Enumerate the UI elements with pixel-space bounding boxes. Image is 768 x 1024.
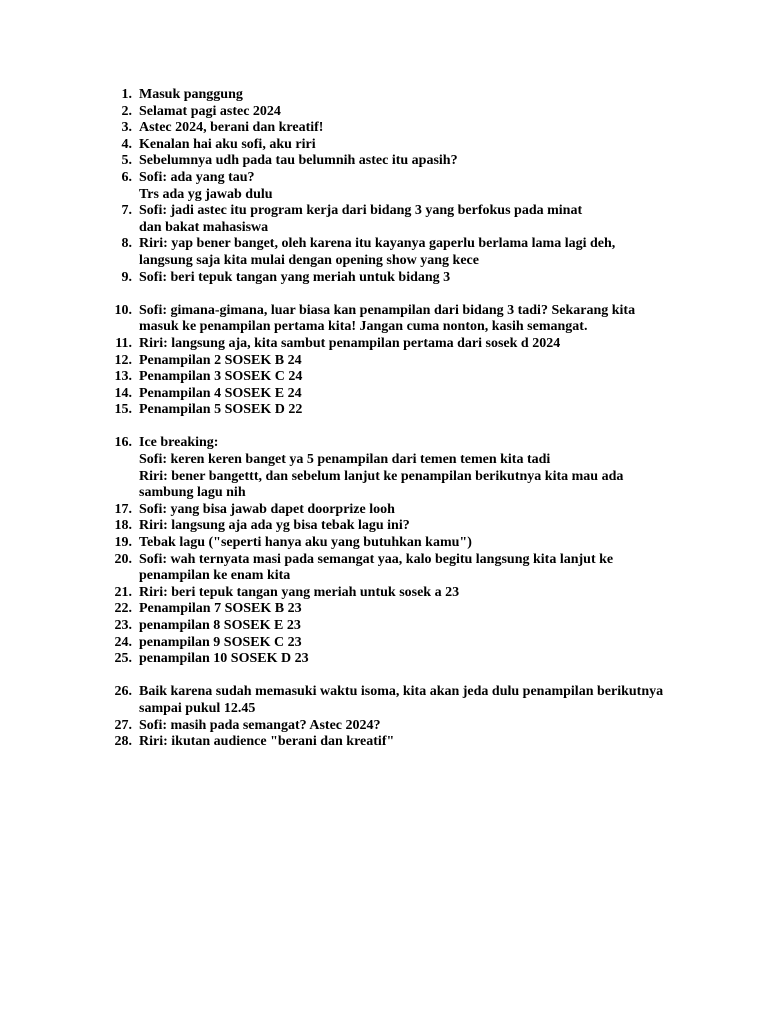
item-number: 27. [114, 717, 132, 733]
item-number: 21. [114, 584, 132, 600]
item-number: 1. [121, 87, 132, 102]
item-text-line: Astec 2024, berani dan kreatif! [139, 120, 324, 136]
item-text-line: dan bakat mahasiswa [139, 219, 269, 235]
section-gap [0, 286, 700, 303]
list-item [0, 635, 700, 652]
item-number: 20. [114, 551, 132, 567]
list-item [0, 402, 700, 419]
list-item [0, 353, 700, 370]
item-text-line: Sofi: ada yang tau? [139, 169, 255, 185]
list-item [0, 684, 700, 717]
list-item [0, 170, 700, 203]
item-number: 7. [121, 203, 132, 219]
item-text-line: Sofi: wah ternyata masi pada semangat yaa, kalo begitu langsung kita lanjut ke [139, 551, 614, 567]
item-text-line: Riri: langsung aja ada yg bisa tebak lagu ini? [139, 518, 410, 534]
list-item [0, 137, 700, 154]
item-number: 5. [121, 153, 132, 169]
item-text-line: Trs ada yg jawab dulu [139, 186, 273, 202]
list-item [0, 203, 700, 236]
item-number: 12. [114, 352, 132, 368]
item-text-line: Riri: yap bener banget, oleh karena itu kayanya gaperlu berlama lama lagi deh, [139, 236, 616, 252]
list-item [0, 336, 700, 353]
item-text-line: Penampilan 2 SOSEK B 24 [139, 352, 302, 368]
list-item [0, 435, 700, 501]
list-item [0, 120, 700, 137]
item-number: 25. [114, 651, 132, 667]
item-text-line: Kenalan hai aku sofi, aku riri [139, 136, 316, 152]
item-text-line: Sofi: gimana-gimana, luar biasa kan penampilan dari bidang 3 tadi? Sekarang kita [139, 302, 636, 318]
item-text-line: Riri: ikutan audience "berani dan kreatif" [139, 734, 395, 750]
item-text-line: sambung lagu nih [139, 485, 246, 501]
item-text-line: sampai pukul 12.45 [139, 700, 256, 716]
list-item [0, 502, 700, 519]
item-number: 11. [115, 335, 132, 351]
item-number: 13. [114, 369, 132, 385]
item-text-line: Penampilan 7 SOSEK B 23 [139, 601, 302, 617]
section-gap [0, 419, 700, 436]
item-text-line: Masuk panggung [139, 87, 243, 102]
item-text-line: Baik karena sudah memasuki waktu isoma, kita akan jeda dulu penampilan berikutnya [139, 684, 664, 700]
list-item [0, 303, 700, 336]
item-text-line: Sofi: keren keren banget ya 5 penampilan dari temen temen kita tadi [139, 452, 551, 468]
list-item [0, 369, 700, 386]
item-text-line: Sofi: jadi astec itu program kerja dari bidang 3 yang berfokus pada minat [139, 203, 583, 219]
section-gap [0, 668, 700, 685]
list-item [0, 518, 700, 535]
item-text-line: Riri: bener bangettt, dan sebelum lanjut ke penampilan berikutnya kita mau ada [139, 468, 624, 484]
item-text-line: penampilan 10 SOSEK D 23 [139, 651, 309, 667]
list-item [0, 535, 700, 552]
list-item [0, 651, 700, 668]
item-number: 26. [114, 684, 132, 700]
item-number: 3. [121, 120, 132, 136]
item-text-line: Penampilan 3 SOSEK C 24 [139, 369, 303, 385]
item-text-line: langsung saja kita mulai dengan opening show yang kece [139, 252, 479, 268]
item-number: 8. [121, 236, 132, 252]
rundown-list [0, 87, 700, 751]
item-text-line: Riri: beri tepuk tangan yang meriah untuk sosek a 23 [139, 584, 460, 600]
item-text-line: Tebak lagu ("seperti hanya aku yang butuhkan kamu") [139, 535, 472, 551]
list-item [0, 386, 700, 403]
item-text-line: Riri: langsung aja, kita sambut penampilan pertama dari sosek d 2024 [139, 335, 561, 351]
list-item [0, 618, 700, 635]
item-text-line: Selamat pagi astec 2024 [139, 103, 281, 119]
item-number: 14. [114, 385, 132, 401]
list-item [0, 718, 700, 735]
item-text-line: penampilan 8 SOSEK E 23 [139, 618, 301, 633]
item-number: 19. [114, 535, 132, 551]
list-item [0, 270, 700, 287]
item-number: 17. [114, 501, 132, 517]
item-text-line: Sofi: masih pada semangat? Astec 2024? [139, 717, 381, 733]
list-item [0, 585, 700, 602]
item-text-line: penampilan ke enam kita [139, 568, 291, 584]
list-item [0, 601, 700, 618]
item-text-line: masuk ke penampilan pertama kita! Jangan cuma nonton, kasih semangat. [139, 319, 588, 335]
item-number: 9. [121, 269, 132, 285]
list-item [0, 87, 700, 104]
list-item [0, 552, 700, 585]
item-text-line: Penampilan 4 SOSEK E 24 [139, 385, 302, 401]
item-number: 15. [114, 402, 132, 418]
item-number: 18. [114, 518, 132, 534]
list-item [0, 153, 700, 170]
list-item [0, 734, 700, 751]
item-number: 6. [121, 169, 132, 185]
item-number: 28. [114, 734, 132, 750]
item-number: 23. [114, 618, 132, 633]
item-number: 4. [121, 136, 132, 152]
item-text-line: Ice breaking: [139, 435, 219, 451]
list-item [0, 236, 700, 269]
item-text-line: Sofi: beri tepuk tangan yang meriah untuk bidang 3 [139, 269, 451, 285]
item-text-line: Sofi: yang bisa jawab dapet doorprize looh [139, 501, 395, 517]
item-number: 10. [114, 302, 132, 318]
item-text-line: Penampilan 5 SOSEK D 22 [139, 402, 303, 418]
list-item [0, 104, 700, 121]
item-number: 22. [114, 601, 132, 617]
item-number: 2. [121, 103, 132, 119]
item-text-line: Sebelumnya udh pada tau belumnih astec itu apasih? [139, 153, 458, 169]
item-number: 24. [114, 634, 132, 650]
item-text-line: penampilan 9 SOSEK C 23 [139, 634, 302, 650]
item-number: 16. [114, 435, 132, 451]
